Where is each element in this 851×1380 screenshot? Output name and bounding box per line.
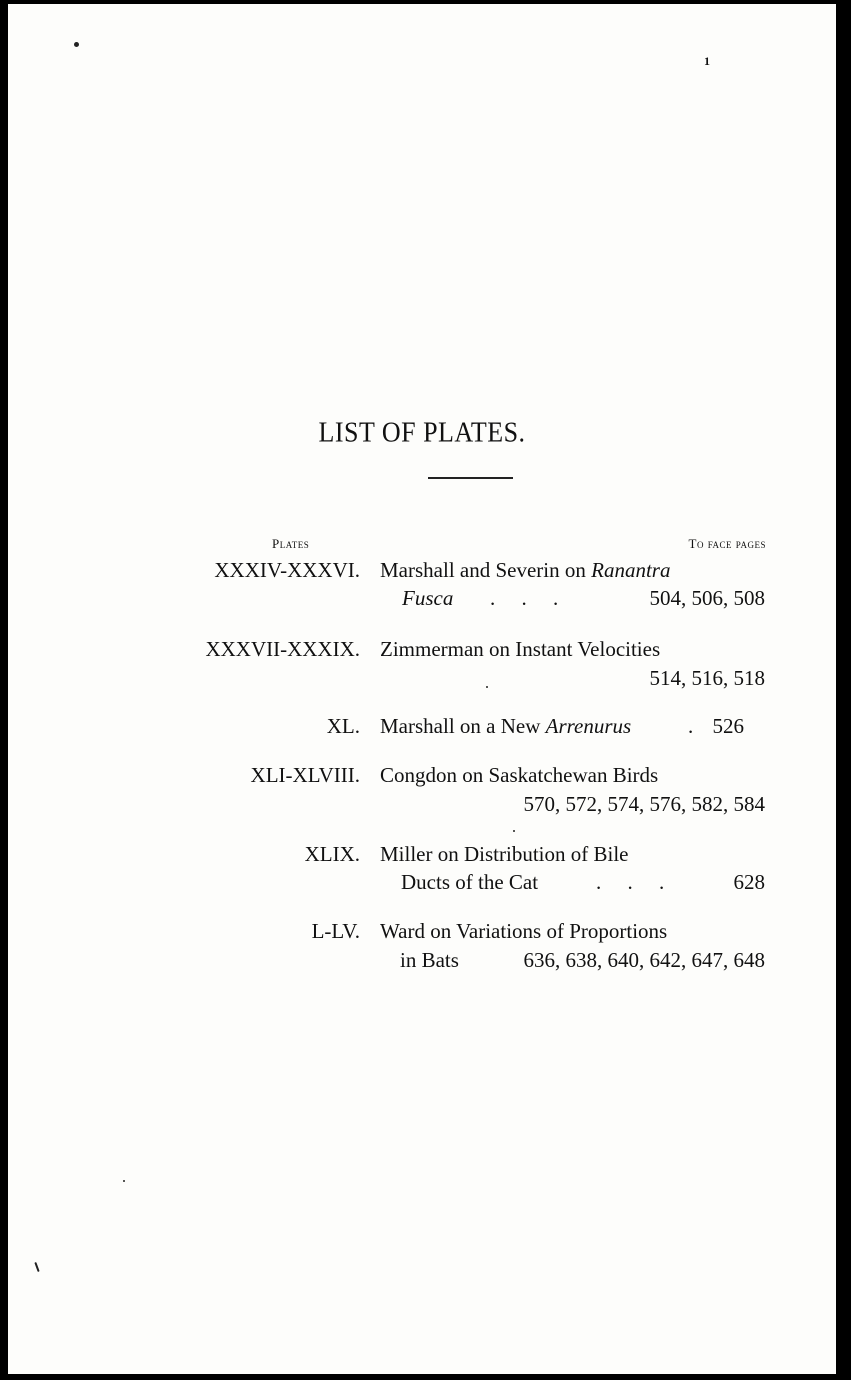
page-title: LIST OF PLATES. — [318, 416, 526, 449]
leader-dots: . . . — [596, 870, 665, 894]
plate-numbers: XLIX. — [304, 842, 360, 866]
page-numbers: 628 — [733, 870, 765, 894]
plate-description: Congdon on Saskatchewan Birds — [380, 763, 659, 787]
plates-column-header: Plates — [272, 536, 310, 551]
plate-description: Ward on Variations of Proportions — [380, 919, 668, 943]
plate-continuation: in Bats — [400, 948, 459, 972]
leader-dots: . . . — [490, 586, 559, 610]
page-numbers: 636, 638, 640, 642, 647, 648 — [523, 948, 765, 972]
plate-numbers: XXXIV-XXXVI. — [214, 558, 360, 582]
page-mark: 1 — [704, 54, 710, 68]
plate-description: Zimmerman on Instant Velocities — [380, 637, 661, 661]
scan-speck — [74, 42, 79, 47]
plate-continuation: Ducts of the Cat — [401, 870, 539, 894]
description-text: Marshall and Severin on — [380, 558, 592, 582]
leader-dots: . — [688, 714, 694, 738]
description-italic: Ranantra — [591, 558, 671, 582]
plate-numbers: XL. — [326, 714, 360, 738]
page-numbers: 570, 572, 574, 576, 582, 584 — [523, 792, 765, 816]
scan-speck — [34, 1262, 39, 1272]
plate-description — [380, 557, 670, 583]
page-numbers: 514, 516, 518 — [649, 666, 765, 690]
description-italic: Arrenurus — [545, 714, 632, 738]
scan-speck — [513, 830, 515, 832]
title-rule — [428, 477, 513, 479]
page-numbers: 526 — [712, 714, 744, 738]
plate-numbers: XXXVII-XXXIX. — [205, 637, 360, 661]
plate-numbers: XLI-XLVIII. — [250, 763, 360, 787]
description-italic: Fusca — [402, 586, 454, 610]
plate-description: Miller on Distribution of Bile — [380, 842, 629, 866]
pages-column-header: To face pages — [688, 536, 766, 551]
scan-speck — [486, 686, 488, 688]
page-numbers: 504, 506, 508 — [649, 586, 765, 610]
scan-speck — [123, 1180, 125, 1182]
description-text: Marshall on a New — [380, 714, 546, 738]
plate-numbers: L-LV. — [311, 919, 360, 943]
document-page — [8, 4, 836, 1374]
